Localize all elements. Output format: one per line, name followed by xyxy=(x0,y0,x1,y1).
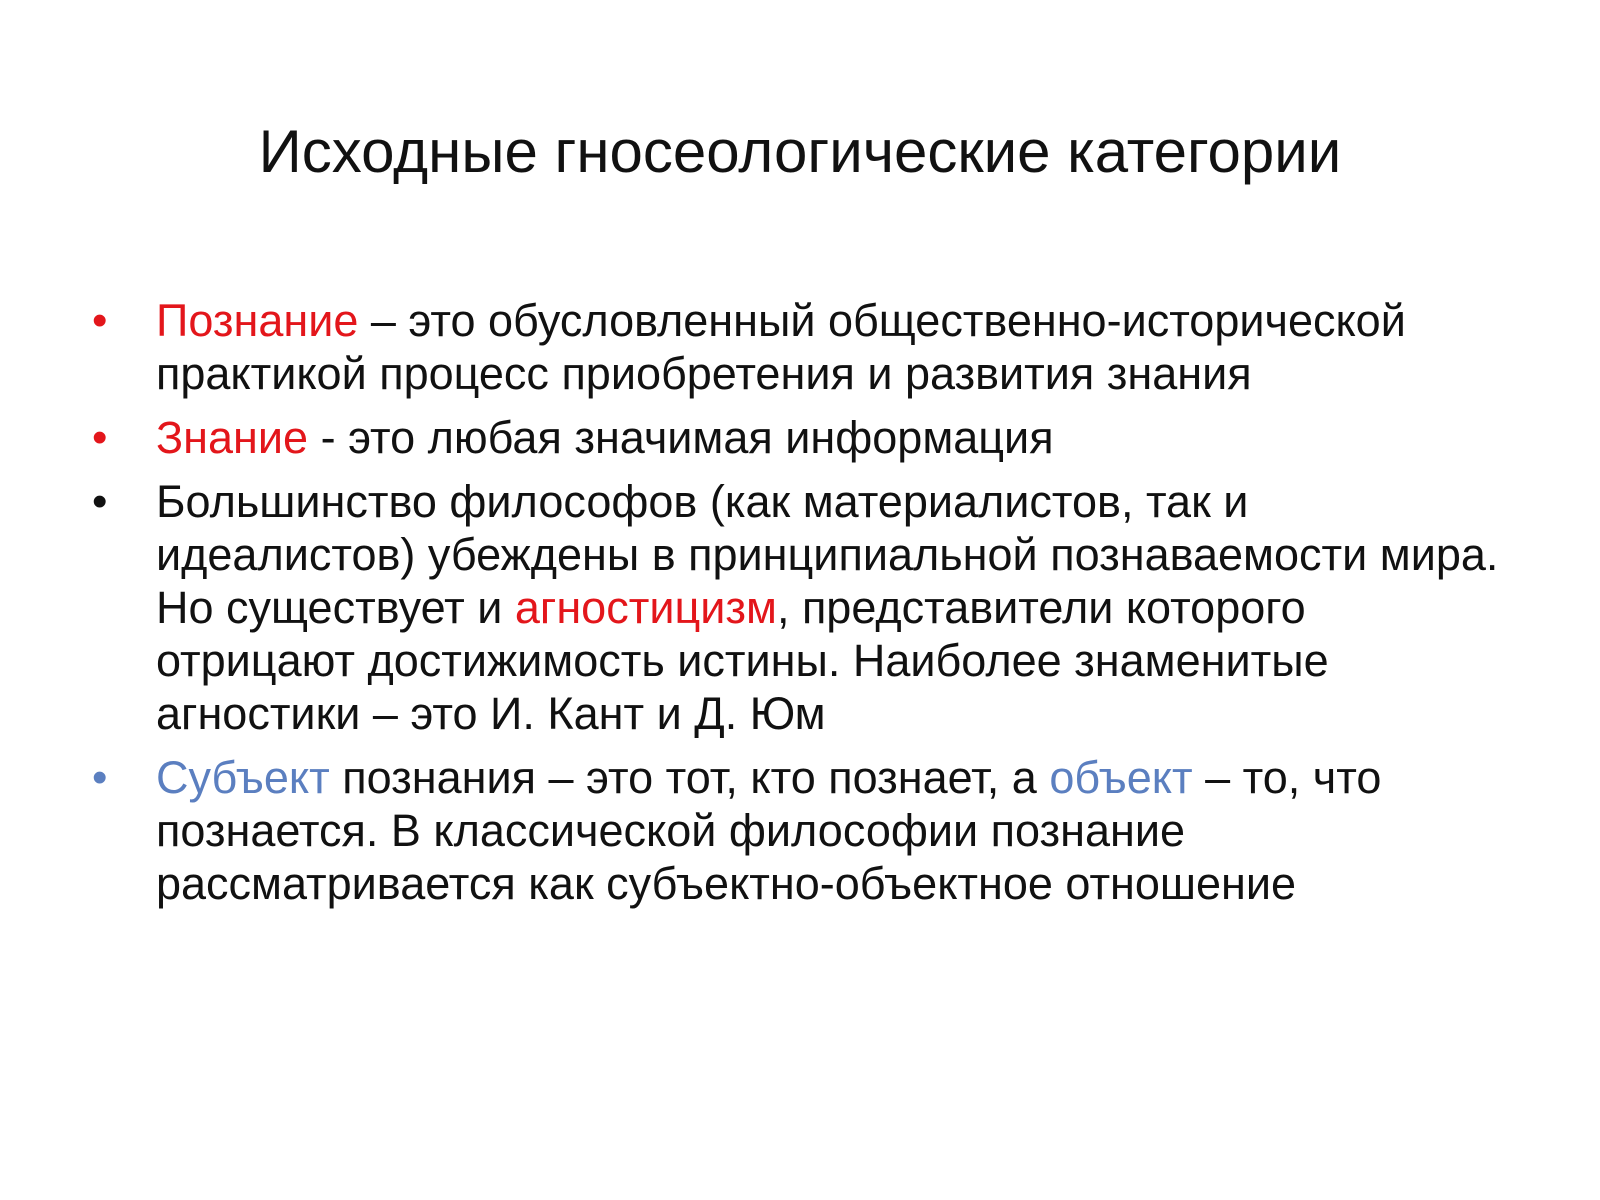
agnosticism-text-before: Большинство философов (как материалистов, так и идеалистов) убеждены в принципиальной познаваемости мира. Но существует и xyxy=(156,476,1499,633)
bullet-marker: • xyxy=(92,413,108,462)
term-agnosticism: агностицизм xyxy=(514,582,777,633)
bullet-marker: • xyxy=(92,296,108,345)
bullet-marker: • xyxy=(92,477,108,526)
term-poznanie: Познание xyxy=(156,295,359,346)
agnosticism-text-after: , представители которого отрицают достижимость истины. Наиболее знаменитые агностики – это И. Кант и Д. Юм xyxy=(156,582,1329,739)
bullet-item-poznanie xyxy=(92,294,1512,400)
bullet-item-subject-object xyxy=(92,751,1512,910)
slide-title: Исходные гносеологические категории xyxy=(258,118,1342,185)
term-subject: Субъект xyxy=(156,752,330,803)
term-znanie: Знание xyxy=(156,412,309,463)
object-text-after: – то, что познается. В классической философии познание рассматривается как субъектно-объектное отношение xyxy=(156,752,1382,909)
bullet-item-znanie xyxy=(92,411,1512,464)
term-object: объект xyxy=(1049,752,1193,803)
definition-znanie: - это любая значимая информация xyxy=(308,412,1054,463)
bullet-marker: • xyxy=(92,753,108,802)
definition-poznanie: – это обусловленный общественно-исторической практикой процесс приобретения и развития знания xyxy=(156,295,1406,399)
bullet-list xyxy=(92,294,1512,921)
subject-text-mid: познания – это тот, кто познает, а xyxy=(329,752,1050,803)
bullet-item-agnosticism xyxy=(92,475,1512,740)
